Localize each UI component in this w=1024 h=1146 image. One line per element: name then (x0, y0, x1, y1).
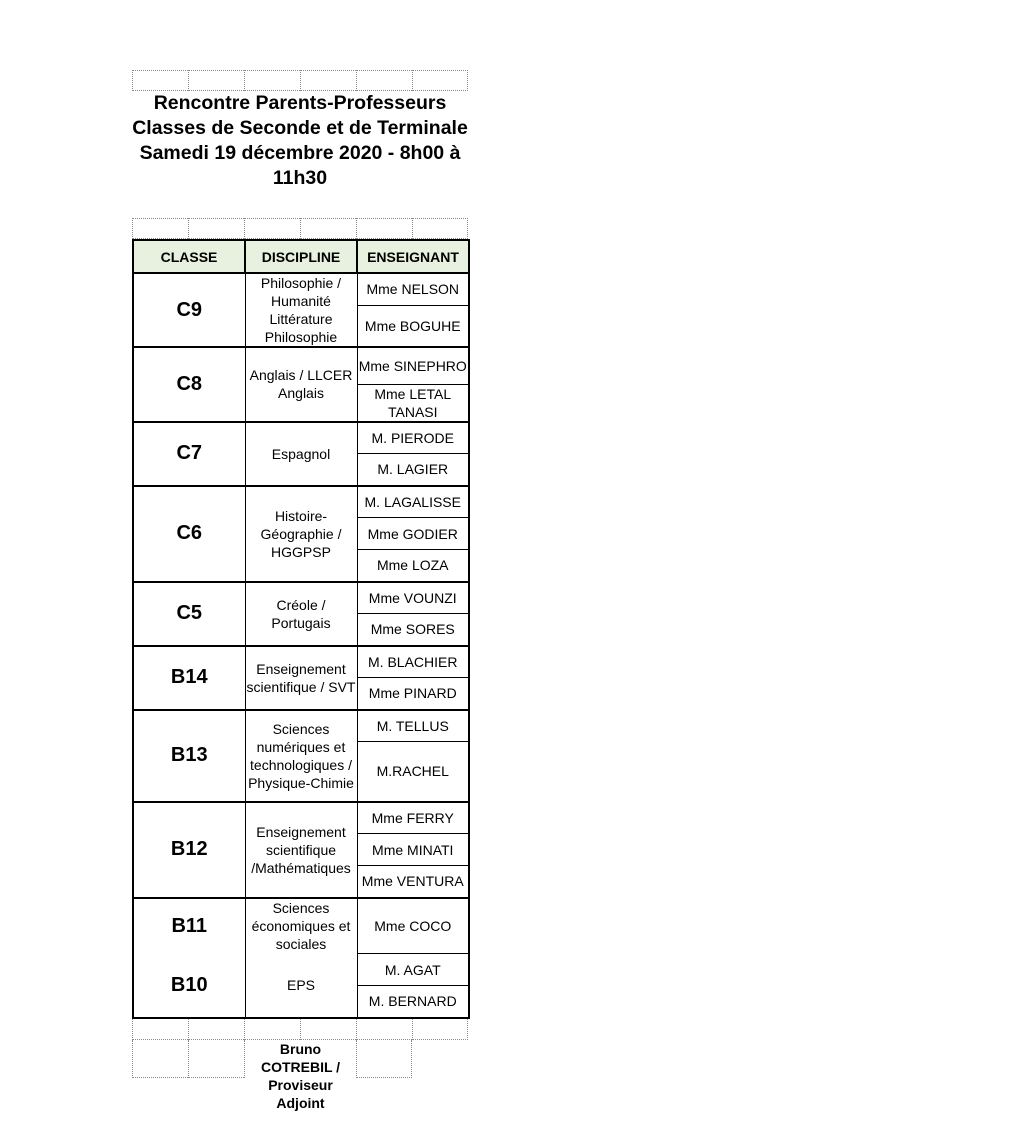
class-cell: C8 (133, 347, 245, 422)
discipline-cell: Espagnol (245, 422, 357, 486)
document-title (132, 91, 468, 218)
empty-cell (188, 70, 244, 91)
discipline-cell: Enseignement scientifique /Mathématiques (245, 802, 357, 898)
discipline-cell: Philosophie / Humanité Littérature Philosophie (245, 273, 357, 347)
footer-row (132, 1040, 468, 1111)
teacher-cell: M.RACHEL (357, 742, 469, 802)
teacher-cell: Mme BOGUHE (357, 305, 469, 347)
header-classe: CLASSE (133, 240, 245, 273)
empty-cell (244, 218, 300, 239)
empty-cell (412, 70, 468, 91)
table-row (133, 422, 469, 454)
title-line-2: Classes de Seconde et de Terminale (132, 117, 468, 139)
spacer-row-mid (132, 218, 468, 239)
discipline-cell: Histoire-Géographie / HGGPSP (245, 486, 357, 582)
class-cell: C7 (133, 422, 245, 486)
teacher-cell: Mme NELSON (357, 273, 469, 305)
empty-cell (132, 1040, 188, 1078)
table-row (133, 710, 469, 742)
signature: Bruno COTREBIL / Proviseur Adjoint (244, 1040, 356, 1078)
empty-cell (356, 218, 412, 239)
empty-cell (244, 70, 300, 91)
teacher-cell: M. PIERODE (357, 422, 469, 454)
discipline-cell: Sciences numériques et technologiques / Physique-Chimie (245, 710, 357, 802)
class-cell: B10 (133, 954, 245, 1018)
empty-cell (132, 218, 188, 239)
empty-cell (188, 218, 244, 239)
class-cell: B12 (133, 802, 245, 898)
table-row (133, 802, 469, 834)
spacer-row-bottom (132, 1019, 468, 1040)
empty-cell (132, 70, 188, 91)
discipline-cell: Sciences économiques et sociales (245, 898, 357, 954)
table-row (133, 954, 469, 986)
discipline-cell: Créole / Portugais (245, 582, 357, 646)
teacher-cell: Mme PINARD (357, 678, 469, 710)
teacher-cell: Mme VOUNZI (357, 582, 469, 614)
class-cell: C5 (133, 582, 245, 646)
teacher-cell: M. BLACHIER (357, 646, 469, 678)
title-line-1: Rencontre Parents-Professeurs (153, 92, 447, 114)
header-enseignant: ENSEIGNANT (357, 240, 469, 273)
schedule-table (132, 239, 470, 1019)
class-cell: B13 (133, 710, 245, 802)
empty-cell (412, 218, 468, 239)
teacher-cell: Mme MINATI (357, 834, 469, 866)
teacher-cell: M. AGAT (357, 954, 469, 986)
teacher-cell: Mme SORES (357, 614, 469, 646)
teacher-cell: Mme GODIER (357, 518, 469, 550)
teacher-cell: Mme LETAL TANASI (357, 384, 469, 422)
teacher-cell: Mme VENTURA (357, 866, 469, 898)
empty-cell (356, 1019, 412, 1040)
empty-cell (300, 70, 356, 91)
teacher-cell: Mme COCO (357, 898, 469, 954)
teacher-cell: Mme LOZA (357, 550, 469, 582)
header-discipline: DISCIPLINE (245, 240, 357, 273)
table-header-row (133, 240, 469, 273)
title-line-3: Samedi 19 décembre 2020 - 8h00 à 11h30 (139, 142, 461, 189)
empty-cell (244, 1019, 300, 1040)
class-cell: B11 (133, 898, 245, 954)
empty-cell (356, 70, 412, 91)
empty-cell (412, 1019, 468, 1040)
teacher-cell: M. LAGIER (357, 454, 469, 486)
empty-cell (356, 1040, 412, 1078)
teacher-cell: M. LAGALISSE (357, 486, 469, 518)
table-row (133, 646, 469, 678)
table-row (133, 486, 469, 518)
empty-cell (300, 218, 356, 239)
discipline-cell: Enseignement scientifique / SVT (245, 646, 357, 710)
teacher-cell: Mme SINEPHRO (357, 347, 469, 384)
table-row (133, 898, 469, 954)
class-cell: C6 (133, 486, 245, 582)
empty-cell (188, 1019, 244, 1040)
class-cell: B14 (133, 646, 245, 710)
table-row (133, 273, 469, 305)
document-sheet (132, 70, 468, 1111)
teacher-cell: M. BERNARD (357, 986, 469, 1018)
empty-cell (188, 1040, 244, 1078)
discipline-cell: EPS (245, 954, 357, 1018)
teacher-cell: M. TELLUS (357, 710, 469, 742)
empty-cell (300, 1019, 356, 1040)
teacher-cell: Mme FERRY (357, 802, 469, 834)
discipline-cell: Anglais / LLCER Anglais (245, 347, 357, 422)
empty-cell (132, 1019, 188, 1040)
table-row (133, 347, 469, 384)
spacer-row-top (132, 70, 468, 91)
table-row (133, 582, 469, 614)
class-cell: C9 (133, 273, 245, 347)
